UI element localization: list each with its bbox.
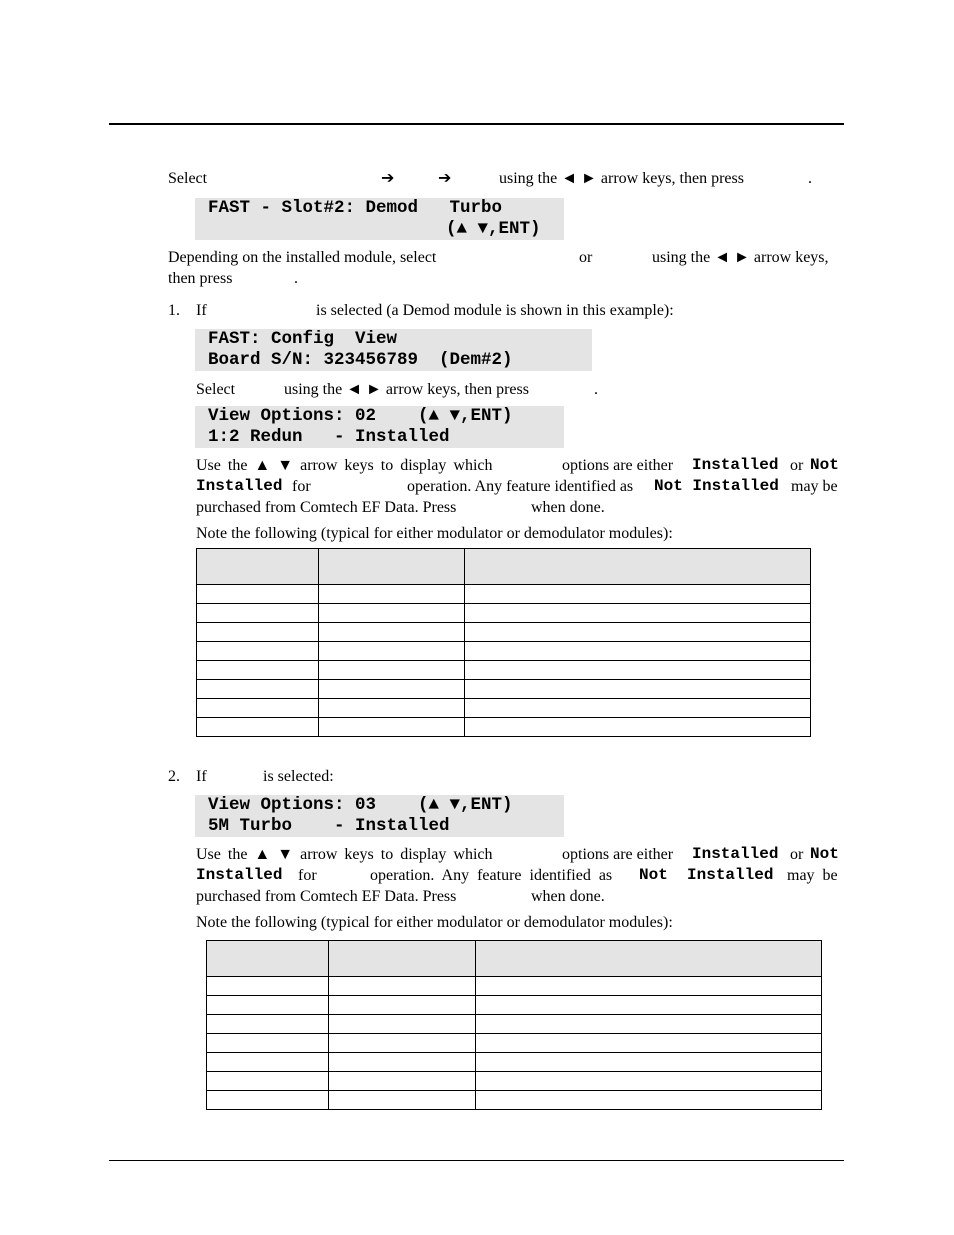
not-keyword: Not: [810, 845, 839, 863]
select-text: Select: [196, 381, 236, 398]
options-table-1: [196, 548, 811, 737]
table-row: [197, 642, 811, 661]
depending-text: Depending on the installed module, select: [168, 249, 437, 266]
not-keyword: Not: [810, 456, 839, 474]
table-header-row: [207, 941, 822, 977]
table-row: [197, 661, 811, 680]
period: .: [808, 170, 812, 187]
use-text: operation. Any feature identified as: [370, 867, 613, 884]
table-row: [197, 585, 811, 604]
arrow-keys-instruction: using the ◄ ► arrow keys,: [652, 249, 829, 266]
lcd-line-1: View Options: 02 (▲ ▼,ENT): [208, 406, 513, 426]
table-row: [207, 1091, 822, 1110]
note-text: Note the following (typical for either modulator or demodulator modules):: [196, 914, 673, 931]
use-text: operation. Any feature identified as: [407, 478, 634, 495]
table-row: [207, 1053, 822, 1072]
lcd-line-2: (▲ ▼,ENT): [446, 219, 541, 239]
arrow-keys-instruction: using the ◄ ► arrow keys, then press: [499, 170, 744, 187]
purchase-text: purchased from Comtech EF Data. Press: [196, 888, 457, 905]
item1-description: is selected (a Demod module is shown in this example):: [316, 302, 674, 319]
table-row: [197, 623, 811, 642]
table-row: [197, 699, 811, 718]
when-done-text: when done.: [531, 499, 605, 516]
or-text: or: [579, 249, 593, 266]
lcd-line-2: 5M Turbo - Installed: [208, 816, 450, 836]
select-text: Select: [168, 170, 208, 187]
not-installed-keyword: Not Installed: [654, 477, 779, 495]
lcd-line-1: View Options: 03 (▲ ▼,ENT): [208, 795, 513, 815]
use-text: Use the ▲ ▼ arrow keys to display which: [196, 457, 493, 474]
lcd-line-2: Board S/N: 323456789 (Dem#2): [208, 350, 513, 370]
use-text: options are either: [562, 457, 674, 474]
when-done-text: when done.: [531, 888, 605, 905]
use-text: Use the ▲ ▼ arrow keys to display which: [196, 846, 493, 863]
may-be-text: may be: [791, 478, 838, 495]
list-number-1: 1.: [168, 302, 180, 319]
installed-keyword: Installed: [196, 866, 283, 884]
if-text: If: [196, 768, 207, 785]
lcd-line-1: FAST - Slot#2: Demod Turbo: [208, 198, 503, 218]
lcd-display-fast-slot: [195, 198, 564, 240]
table-row: [207, 1034, 822, 1053]
header-rule: [109, 123, 844, 125]
table-row: [207, 1015, 822, 1034]
table-header-row: [197, 549, 811, 585]
table-row: [197, 718, 811, 737]
lcd-display-fast-config: [195, 329, 592, 371]
right-arrow-icon: ➔: [381, 170, 395, 187]
lcd-display-view-options-03: [195, 795, 564, 837]
arrow-keys-instruction: using the ◄ ► arrow keys, then press: [284, 381, 529, 398]
or-text: or: [790, 846, 804, 863]
table-row: [197, 680, 811, 699]
may-be-text: may be: [787, 867, 838, 884]
then-press-text: then press: [168, 270, 233, 287]
right-arrow-icon: ➔: [438, 170, 452, 187]
table-row: [207, 996, 822, 1015]
installed-keyword: Installed: [196, 477, 283, 495]
lcd-line-2: 1:2 Redun - Installed: [208, 427, 450, 447]
lcd-line-1: FAST: Config View: [208, 329, 398, 349]
options-table-2: [206, 940, 822, 1110]
list-number-2: 2.: [168, 768, 180, 785]
item2-description: is selected:: [263, 768, 334, 785]
lcd-display-view-options-02: [195, 406, 564, 448]
table-row: [207, 1072, 822, 1091]
use-text: options are either: [562, 846, 674, 863]
installed-keyword: Installed: [692, 456, 779, 474]
purchase-text: purchased from Comtech EF Data. Press: [196, 499, 457, 516]
or-text: or: [790, 457, 804, 474]
installed-keyword: Installed: [692, 845, 779, 863]
if-text: If: [196, 302, 207, 319]
table-row: [207, 977, 822, 996]
for-text: for: [292, 478, 311, 495]
period: .: [594, 381, 598, 398]
table-row: [197, 604, 811, 623]
footer-rule: [109, 1160, 844, 1161]
note-text: Note the following (typical for either modulator or demodulator modules):: [196, 525, 673, 542]
period: .: [294, 270, 298, 287]
not-installed-keyword: Not Installed: [639, 866, 774, 884]
for-text: for: [298, 867, 317, 884]
